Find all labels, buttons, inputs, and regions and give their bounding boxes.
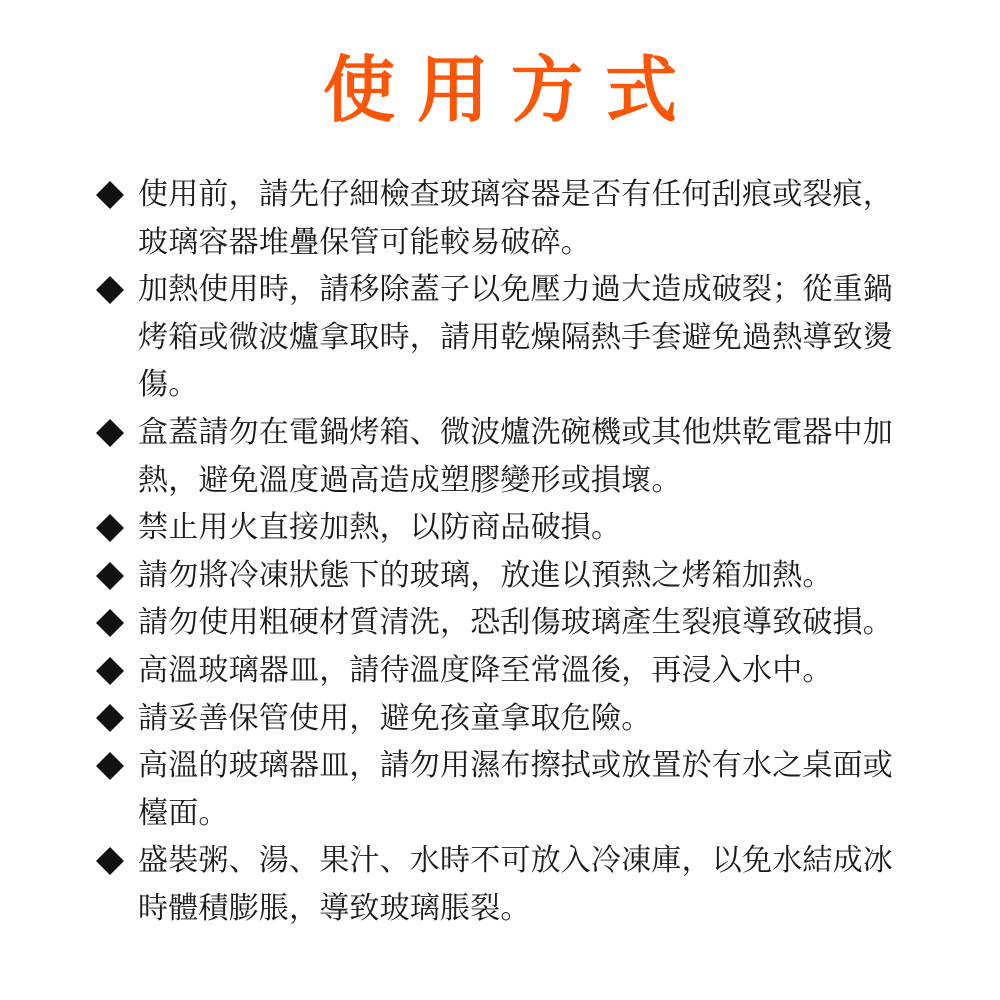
list-item-text: 加熱使用時，請移除蓋子以免壓力過大造成破裂；從重鍋烤箱或微波爐拿取時，請用乾燥隔熱手套避免過熱導致燙傷。 bbox=[138, 272, 893, 403]
list-item-text: 請勿將冷凍狀態下的玻璃，放進以預熱之烤箱加熱。 bbox=[138, 557, 833, 593]
list-item bbox=[95, 171, 905, 266]
list-item bbox=[95, 647, 905, 695]
page-title: 使用方式 bbox=[322, 48, 699, 132]
list-item-text: 使用前，請先仔細檢查玻璃容器是否有任何刮痕或裂痕，玻璃容器堆疊保管可能較易破碎。 bbox=[138, 177, 893, 260]
list-item bbox=[95, 409, 905, 504]
list-item bbox=[95, 504, 905, 552]
list-item bbox=[95, 837, 905, 932]
list-item bbox=[95, 695, 905, 743]
list-item bbox=[95, 742, 905, 837]
black-diamond-icon bbox=[95, 409, 131, 457]
black-diamond-icon bbox=[95, 171, 131, 219]
black-diamond-icon bbox=[95, 599, 131, 647]
black-diamond-icon bbox=[95, 266, 131, 314]
list-item-text: 盛裝粥、湯、果汁、水時不可放入冷凍庫，以免水結成冰時體積膨脹，導致玻璃脹裂。 bbox=[138, 843, 893, 926]
list-item bbox=[95, 599, 905, 647]
list-item-text: 盒蓋請勿在電鍋烤箱、微波爐洗碗機或其他烘乾電器中加熱，避免溫度過高造成塑膠變形或損壞。 bbox=[138, 414, 893, 498]
list-item-text: 請妥善保管使用，避免孩童拿取危險。 bbox=[138, 700, 652, 736]
black-diamond-icon bbox=[95, 742, 131, 790]
list-item-text: 禁止用火直接加熱，以防商品破損。 bbox=[138, 510, 622, 546]
list-item-text: 請勿使用粗硬材質清洗，恐刮傷玻璃產生裂痕導致破損。 bbox=[138, 605, 893, 641]
list-item-text: 高溫玻璃器皿，請待溫度降至常溫後，再浸入水中。 bbox=[138, 652, 833, 688]
list-item-text: 高溫的玻璃器皿，請勿用濕布擦拭或放置於有水之桌面或檯面。 bbox=[138, 748, 893, 831]
black-diamond-icon bbox=[95, 695, 131, 743]
usage-instructions-list bbox=[95, 171, 905, 933]
black-diamond-icon bbox=[95, 552, 131, 600]
black-diamond-icon bbox=[95, 504, 131, 552]
list-item bbox=[95, 266, 905, 409]
black-diamond-icon bbox=[95, 647, 131, 695]
list-item bbox=[95, 552, 905, 600]
black-diamond-icon bbox=[95, 837, 131, 885]
